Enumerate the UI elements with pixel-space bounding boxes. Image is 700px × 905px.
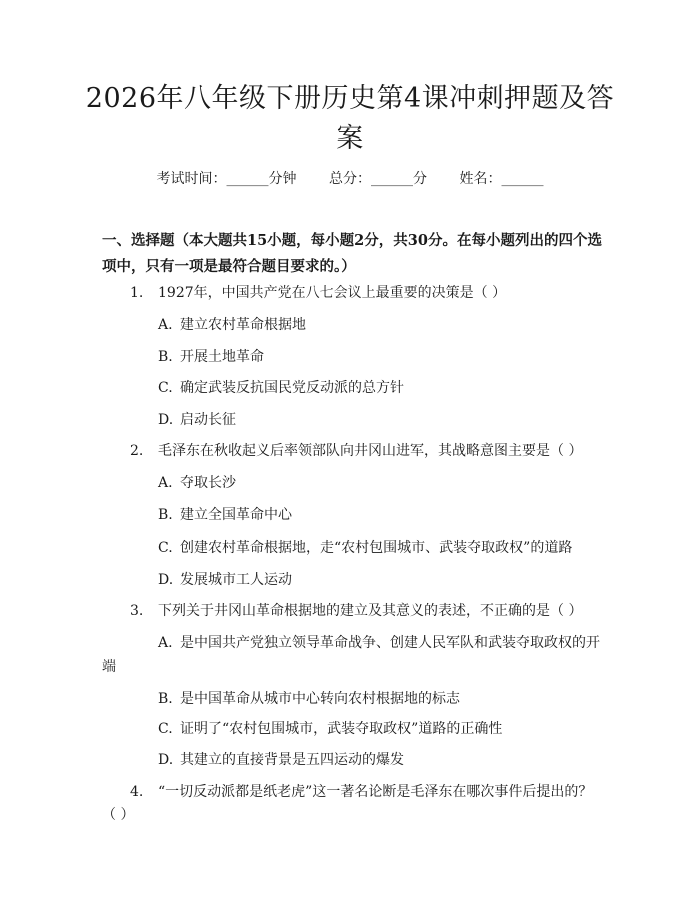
question-number: 3. — [130, 603, 144, 619]
question-2 — [130, 440, 600, 460]
question-4 — [130, 781, 610, 801]
option-letter: A. — [158, 635, 173, 651]
option-letter: C. — [158, 540, 173, 556]
section-heading — [102, 228, 602, 280]
q3-option-b — [158, 688, 598, 708]
title-line-2: 案 — [336, 123, 364, 154]
q2-option-c — [158, 537, 598, 557]
option-text: 创建农村革命根据地，走“农村包围城市、武装夺取政权”的道路 — [180, 540, 573, 556]
q1-option-d — [158, 409, 598, 429]
section-heading-line-2: 项中，只有一项是最符合题目要求的。） — [102, 258, 356, 275]
q1-option-b — [158, 346, 598, 366]
question-number: 1. — [130, 285, 144, 301]
q2-option-a — [158, 472, 598, 492]
option-letter: A. — [158, 317, 173, 333]
question-text: “一切反动派都是纸老虎”这一著名论断是毛泽东在哪次事件后提出的？ — [158, 784, 593, 800]
exam-meta — [0, 168, 700, 188]
option-text: 确定武装反抗国民党反动派的总方针 — [180, 380, 404, 396]
q3-option-a — [158, 632, 618, 652]
question-3 — [130, 600, 600, 620]
q4-wrap: （ ） — [102, 807, 135, 823]
option-text: 证明了“农村包围城市，武装夺取政权”道路的正确性 — [180, 721, 503, 737]
option-letter: D. — [158, 572, 174, 588]
option-text: 是中国共产党独立领导革命战争、创建人民军队和武装夺取政权的开 — [180, 635, 600, 651]
option-letter: C. — [158, 380, 173, 396]
q3-option-d — [158, 749, 598, 769]
q2-option-b — [158, 504, 598, 524]
q3-option-a-wrap: 端 — [102, 659, 116, 675]
option-letter: B. — [158, 691, 173, 707]
option-letter: C. — [158, 721, 173, 737]
question-number: 4. — [130, 784, 144, 800]
question-text: 下列关于井冈山革命根据地的建立及其意义的表述，不正确的是（ ） — [158, 603, 583, 619]
q1-option-c — [158, 377, 598, 397]
option-letter: B. — [158, 507, 173, 523]
option-text: 建立农村革命根据地 — [180, 317, 306, 333]
title-line-1: 2026年八年级下册历史第4课冲刺押题及答 — [85, 83, 615, 114]
option-letter: A. — [158, 475, 173, 491]
exam-time: 考试时间：______分钟 — [156, 171, 297, 187]
option-text: 夺取长沙 — [180, 475, 236, 491]
option-letter: B. — [158, 349, 173, 365]
total-score: 总分：______分 — [329, 171, 427, 187]
q2-option-d — [158, 569, 598, 589]
option-letter: D. — [158, 412, 174, 428]
option-text: 其建立的直接背景是五四运动的爆发 — [180, 752, 404, 768]
page-title — [70, 79, 630, 159]
section-heading-line-1: 一、选择题（本大题共15小题，每小题2分，共30分。在每小题列出的四个选 — [102, 232, 602, 249]
option-text: 发展城市工人运动 — [180, 572, 292, 588]
student-name: 姓名：______ — [459, 171, 544, 187]
question-number: 2. — [130, 443, 144, 459]
question-text: 毛泽东在秋收起义后率领部队向井冈山进军，其战略意图主要是（ ） — [158, 443, 583, 459]
question-text: 1927年，中国共产党在八七会议上最重要的决策是（ ） — [158, 285, 507, 301]
option-text: 建立全国革命中心 — [180, 507, 292, 523]
question-1 — [130, 282, 600, 302]
option-text: 开展土地革命 — [180, 349, 264, 365]
option-text: 启动长征 — [180, 412, 236, 428]
option-letter: D. — [158, 752, 174, 768]
option-text: 是中国革命从城市中心转向农村根据地的标志 — [180, 691, 460, 707]
q1-option-a — [158, 314, 598, 334]
q3-option-c — [158, 718, 598, 738]
